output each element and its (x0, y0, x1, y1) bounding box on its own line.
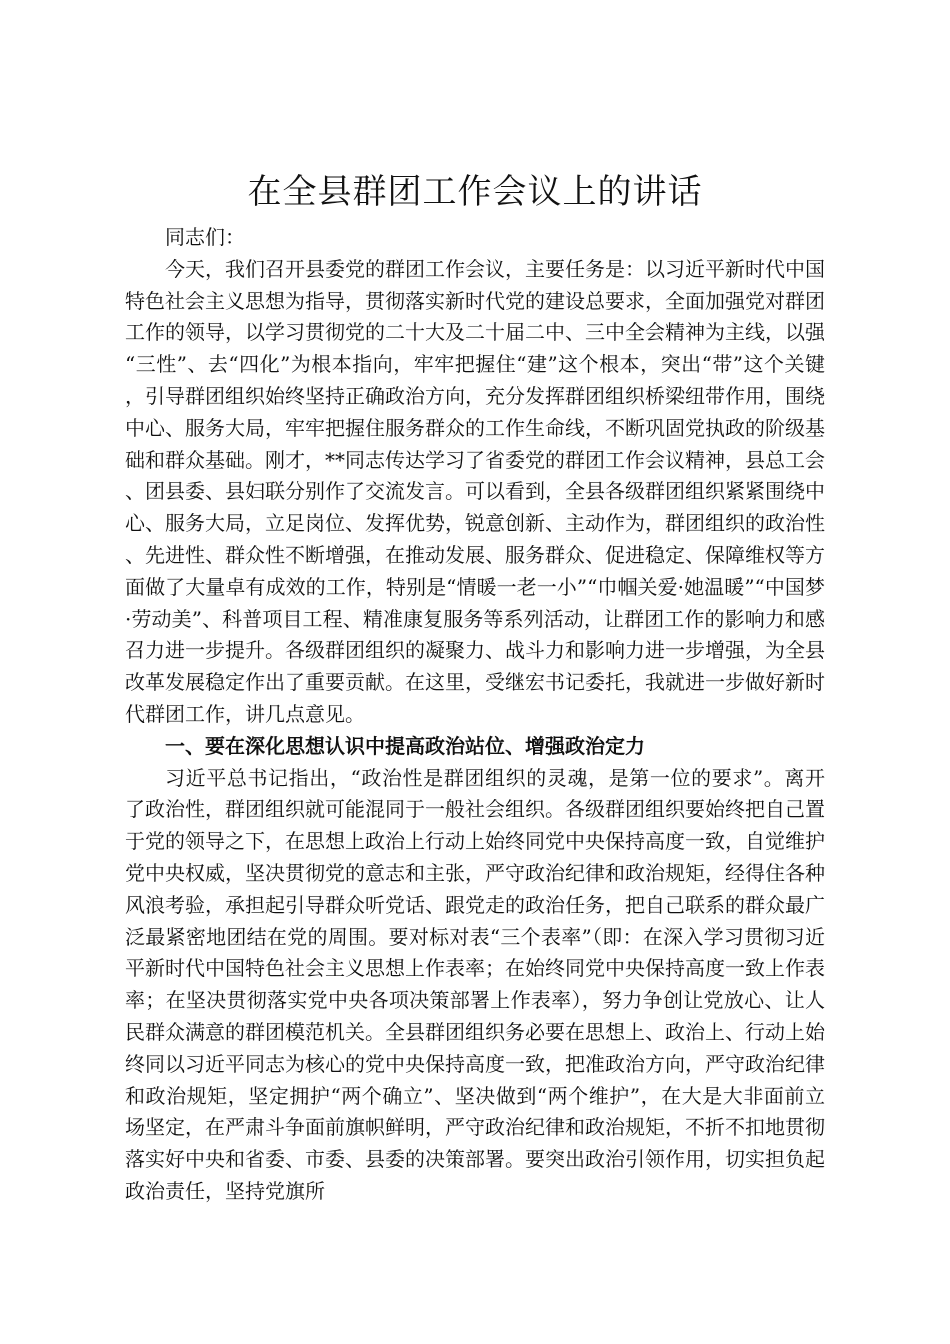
salutation: 同志们： (165, 225, 245, 249)
body-paragraph-intro: 今天，我们召开县委党的群团工作会议，主要任务是：以习近平新时代中国特色社会主义思想为指导，贯彻落实新时代党的建设总要求，全面加强党对群团工作的领导，以学习贯彻党的二十大及二十届二中、三中全会精神为主线，以强“三性”、去“四化”为根本指向，牢牢把握住“建”这个根本，突出“带”这个关键，引导群团组织始终坚持正确政治方向，充分发挥群团组织桥梁纽带作用，围绕中心、服务大局，牢牢把握住服务群众的工作生命线，不断巩固党执政的阶级基础和群众基础。刚才，**同志传达学习了省委党的群团工作会议精神，县总工会、团县委、县妇联分别作了交流发言。可以看到，全县各级群团组织紧紧围绕中心、服务大局，立足岗位、发挥优势，锐意创新、主动作为，群团组织的政治性、先进性、群众性不断增强，在推动发展、服务群众、促进稳定、保障维权等方面做了大量卓有成效的工作，特别是“情暖一老一小”“巾帼关爱·她温暖”“中国梦·劳动美”、科普项目工程、精准康复服务等系列活动，让群团工作的影响力和感召力进一步提升。各级群团组织的凝聚力、战斗力和影响力进一步增强，为全县改革发展稳定作出了重要贡献。在这里，受继宏书记委托，我就进一步做好新时代群团工作，讲几点意见。 (125, 256, 825, 726)
body-paragraph-section-1: 习近平总书记指出，“政治性是群团组织的灵魂，是第一位的要求”。离开了政治性，群团组织就可能混同于一般社会组织。各级群团组织要始终把自己置于党的领导之下，在思想上政治上行动上始终同党中央保持高度一致，自觉维护党中央权威，坚决贯彻党的意志和主张，严守政治纪律和政治规矩，经得住各种风浪考验，承担起引导群众听党话、跟党走的政治任务，把自己联系的群众最广泛最紧密地团结在党的周围。要对标对表“三个表率”（即：在深入学习贯彻习近平新时代中国特色社会主义思想上作表率；在始终同党中央保持高度一致上作表率；在坚决贯彻落实党中央各项决策部署上作表率），努力争创让党放心、让人民群众满意的群团模范机关。全县群团组织务必要在思想上、政治上、行动上始终同以习近平同志为核心的党中央保持高度一致，把准政治方向，严守政治纪律和政治规矩，坚定拥护“两个确立”、坚决做到“两个维护”，在大是大非面前立场坚定，在严肃斗争面前旗帜鲜明，严守政治纪律和政治规矩，不折不扣地贯彻落实好中央和省委、市委、县委的决策部署。要突出政治引领作用，切实担负起政治责任，坚持党旗所 (125, 765, 825, 1203)
document-body (125, 166, 825, 1208)
section-heading-1: 一、要在深化思想认识中提高政治站位、增强政治定力 (165, 733, 645, 758)
document-title: 在全县群团工作会议上的讲话 (247, 172, 703, 212)
